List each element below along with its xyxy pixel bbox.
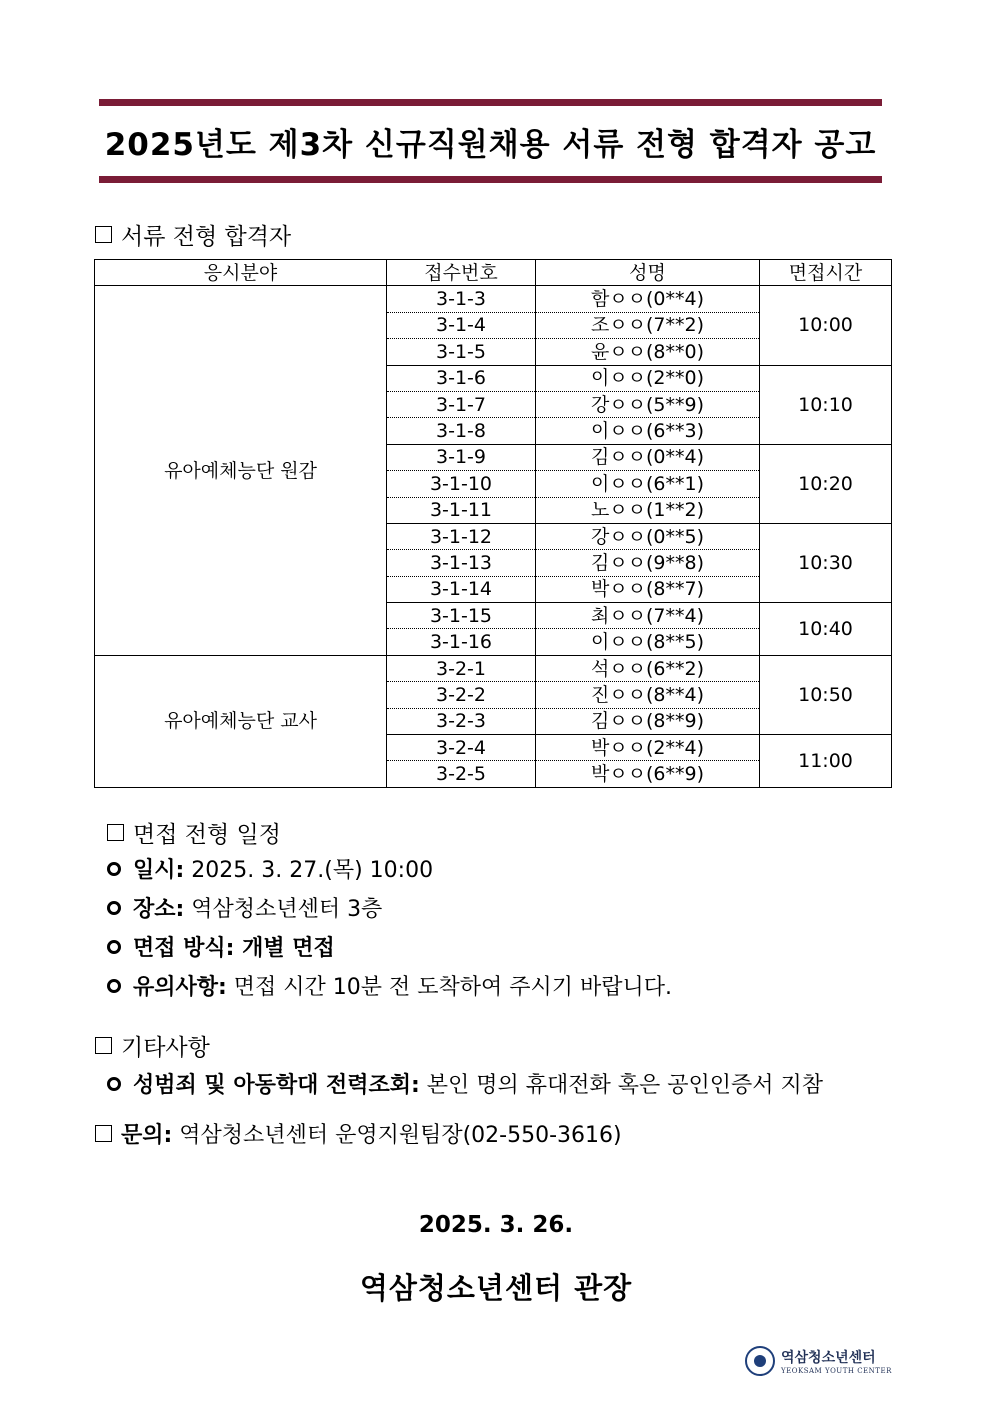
cell-number: 3-1-3 <box>387 286 536 312</box>
logo-name-en: YEOKSAM YOUTH CENTER <box>781 1367 892 1375</box>
page-title: 2025년도 제3차 신규직원채용 서류 전형 합격자 공고 <box>104 126 877 163</box>
cell-name: 함ㅇㅇ(0**4) <box>536 286 760 312</box>
interview-item-notice <box>107 970 672 1001</box>
circle-bullet-icon <box>107 901 121 915</box>
cell-number: 3-2-3 <box>387 708 536 734</box>
circle-bullet-icon <box>107 1077 121 1091</box>
center-logo <box>745 1346 892 1376</box>
section-heading-text: 면접 전형 일정 <box>133 822 281 848</box>
cell-name: 노ㅇㅇ(1**2) <box>536 497 760 523</box>
cell-name: 김ㅇㅇ(0**4) <box>536 444 760 470</box>
cell-name: 최ㅇㅇ(7**4) <box>536 603 760 629</box>
cell-name: 박ㅇㅇ(6**9) <box>536 761 760 787</box>
announcement-date: 2025. 3. 26. <box>418 1212 574 1238</box>
cell-name: 이ㅇㅇ(2**0) <box>536 365 760 391</box>
cell-number: 3-2-5 <box>387 761 536 787</box>
section-heading-etc <box>95 1029 210 1062</box>
title-top-bar <box>99 99 882 106</box>
item-label: 면접 방식: 개별 면접 <box>133 936 335 961</box>
cell-name: 강ㅇㅇ(0**5) <box>536 523 760 549</box>
cell-field: 유아예체능단 원감 <box>95 286 387 655</box>
interview-item-place <box>107 892 382 923</box>
interview-item-method <box>107 931 335 962</box>
cell-number: 3-1-9 <box>387 444 536 470</box>
section-heading-text: 기타사항 <box>121 1035 210 1061</box>
contact-value: 역삼청소년센터 운영지원팀장(02-550-3616) <box>172 1123 622 1148</box>
cell-name: 강ㅇㅇ(5**9) <box>536 391 760 417</box>
cell-number: 3-2-1 <box>387 655 536 681</box>
cell-number: 3-1-8 <box>387 418 536 444</box>
cell-number: 3-1-7 <box>387 391 536 417</box>
title-bottom-bar <box>99 176 882 183</box>
cell-number: 3-2-4 <box>387 735 536 761</box>
cell-time: 10:20 <box>760 444 892 523</box>
cell-time: 10:40 <box>760 603 892 656</box>
header-time: 면접시간 <box>760 260 892 286</box>
section-heading-interview <box>107 816 281 849</box>
logo-name-kr: 역삼청소년센터 <box>781 1350 876 1366</box>
checkbox-square-icon <box>95 226 112 243</box>
contact-line <box>95 1118 622 1149</box>
item-value: 역삼청소년센터 3층 <box>184 897 383 922</box>
table-row <box>95 655 892 681</box>
item-label: 유의사항: <box>133 975 227 1000</box>
section-heading-text: 서류 전형 합격자 <box>121 224 292 250</box>
checkbox-square-icon <box>95 1037 112 1054</box>
table-row <box>95 286 892 312</box>
cell-field: 유아예체능단 교사 <box>95 655 387 787</box>
cell-time: 10:50 <box>760 655 892 734</box>
checkbox-square-icon <box>95 1125 112 1142</box>
cell-time: 10:00 <box>760 286 892 365</box>
cell-name: 김ㅇㅇ(8**9) <box>536 708 760 734</box>
cell-name: 석ㅇㅇ(6**2) <box>536 655 760 681</box>
cell-name: 이ㅇㅇ(6**3) <box>536 418 760 444</box>
cell-name: 김ㅇㅇ(9**8) <box>536 550 760 576</box>
item-value: 본인 명의 휴대전화 혹은 공인인증서 지참 <box>419 1073 824 1098</box>
cell-number: 3-1-11 <box>387 497 536 523</box>
pass-table <box>94 259 892 788</box>
section-heading-document-pass <box>95 218 291 251</box>
cell-number: 3-1-6 <box>387 365 536 391</box>
cell-number: 3-1-13 <box>387 550 536 576</box>
item-label: 일시: <box>133 858 185 883</box>
interview-item-datetime <box>107 853 433 884</box>
cell-number: 3-1-12 <box>387 523 536 549</box>
cell-name: 박ㅇㅇ(2**4) <box>536 735 760 761</box>
cell-number: 3-1-5 <box>387 339 536 365</box>
cell-number: 3-1-4 <box>387 312 536 338</box>
cell-time: 10:10 <box>760 365 892 444</box>
header-number: 접수번호 <box>387 260 536 286</box>
cell-name: 이ㅇㅇ(6**1) <box>536 471 760 497</box>
cell-name: 진ㅇㅇ(8**4) <box>536 682 760 708</box>
cell-name: 윤ㅇㅇ(8**0) <box>536 339 760 365</box>
cell-time: 11:00 <box>760 735 892 788</box>
cell-number: 3-1-15 <box>387 603 536 629</box>
table-header-row <box>95 260 892 286</box>
header-field: 응시분야 <box>95 260 387 286</box>
item-value: 2025. 3. 27.(목) 10:00 <box>184 858 434 883</box>
etc-item-check <box>107 1068 823 1099</box>
cell-name: 조ㅇㅇ(7**2) <box>536 312 760 338</box>
youth-center-emblem-icon <box>745 1346 775 1376</box>
cell-name: 박ㅇㅇ(8**7) <box>536 576 760 602</box>
circle-bullet-icon <box>107 979 121 993</box>
item-label: 장소: <box>133 897 185 922</box>
organization-signature: 역삼청소년센터 관장 <box>359 1271 633 1305</box>
item-label: 성범죄 및 아동학대 전력조회: <box>133 1073 420 1098</box>
cell-number: 3-1-14 <box>387 576 536 602</box>
item-value: 면접 시간 10분 전 도착하여 주시기 바랍니다. <box>226 975 673 1000</box>
cell-number: 3-1-10 <box>387 471 536 497</box>
circle-bullet-icon <box>107 940 121 954</box>
checkbox-square-icon <box>107 824 124 841</box>
cell-time: 10:30 <box>760 523 892 602</box>
cell-name: 이ㅇㅇ(8**5) <box>536 629 760 655</box>
header-name: 성명 <box>536 260 760 286</box>
cell-number: 3-2-2 <box>387 682 536 708</box>
circle-bullet-icon <box>107 862 121 876</box>
contact-label: 문의: <box>121 1123 173 1148</box>
cell-number: 3-1-16 <box>387 629 536 655</box>
